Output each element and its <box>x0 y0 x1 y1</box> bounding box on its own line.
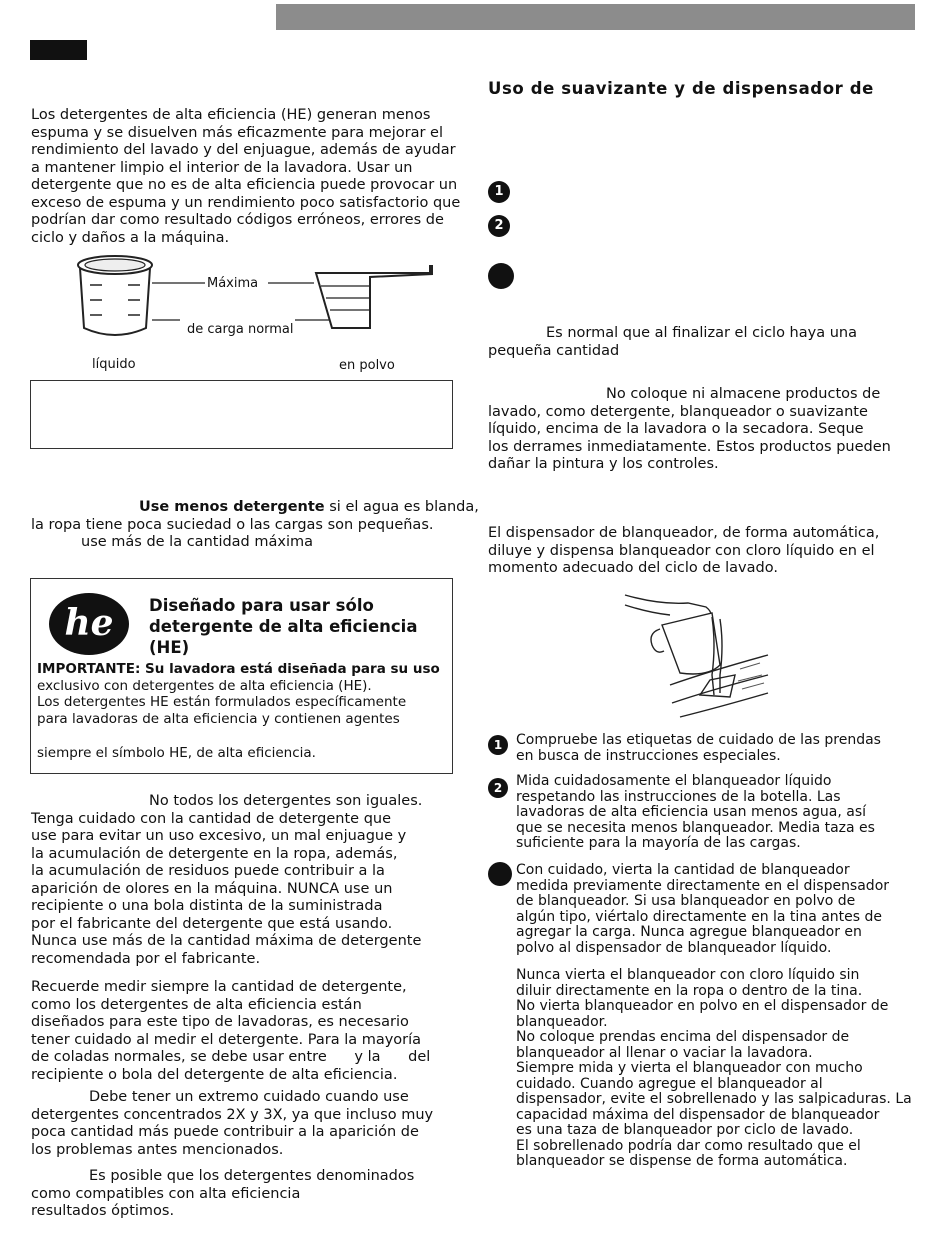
note-box <box>30 380 453 449</box>
section-heading: Uso de suavizante y de dispensador de <box>488 79 874 98</box>
text-line: detergentes concentrados 2X y 3X, ya que incluso muy <box>31 1106 434 1123</box>
he-logo-icon <box>47 591 131 657</box>
text-line: exclusivo con detergentes de alta eficiencia (HE). <box>37 677 372 694</box>
text-line: No todos los detergentes son iguales. <box>149 793 423 809</box>
step-2-text <box>516 774 916 852</box>
text-line: tener cuidado al medir el detergente. Para la mayoría <box>31 1031 422 1048</box>
compatible-paragraph <box>31 1168 456 1221</box>
text-line: recipiente o una bola distinta de la suministrada <box>31 898 383 914</box>
text-line: podrían dar como resultado códigos erróneos, errores de <box>31 212 444 228</box>
text-line: de coladas normales, se debe usar entre y la del <box>31 1049 431 1065</box>
step-2-badge: 2 <box>488 778 508 798</box>
text-line: la acumulación de residuos puede contribuir a la <box>31 863 385 879</box>
text-line: blanqueador al llenar o vaciar la lavadora. <box>516 1044 813 1061</box>
text-line: Recuerde medir siempre la cantidad de detergente, <box>31 979 407 995</box>
storage-warning-paragraph <box>488 386 908 474</box>
text-line: ciclo y daños a la máquina. <box>31 229 230 246</box>
text-line: recipiente o bola del detergente de alta eficiencia. <box>31 1066 398 1083</box>
text-line: respetando las instrucciones de la botella. Las <box>516 788 841 805</box>
text-line: Tenga cuidado con la cantidad de detergente que <box>31 810 392 827</box>
he-box-body <box>37 661 449 762</box>
text-line: capacidad máxima del dispensador de blanqueador <box>516 1106 880 1123</box>
text-line: de blanqueador. Si usa blanqueador en polvo de <box>516 893 856 909</box>
label-max: Máxima <box>207 276 259 291</box>
text-line: algún tipo, viértalo directamente en la tina antes de <box>516 908 883 925</box>
intro-paragraph <box>31 107 461 247</box>
text-line: Nunca vierta el blanqueador con cloro líquido sin <box>516 967 860 983</box>
header-bar <box>276 4 915 30</box>
text-line: rendimiento del lavado y del enjuague, además de ayudar <box>31 142 456 158</box>
text-line: poca cantidad más puede contribuir a la aparición de <box>31 1124 419 1140</box>
text-line: Es normal que al finalizar el ciclo haya una <box>546 325 857 341</box>
text-line: suficiente para la mayoría de las cargas. <box>516 835 801 851</box>
text-line: a mantener limpio el interior de la lavadora. Usar un <box>31 159 413 176</box>
text-line: Mida cuidadosamente el blanqueador líquido <box>516 773 832 789</box>
text-line: siempre el símbolo HE, de alta eficiencia. <box>37 745 316 761</box>
text-line: lavado, como detergente, blanqueador o suavizante <box>488 403 868 420</box>
text-line: diluye y dispensa blanqueador con cloro líquido en el <box>488 542 875 559</box>
step-number-3 <box>488 263 514 289</box>
text-line: No coloque prendas encima del dispensador de <box>516 1029 850 1045</box>
text-line: es una taza de blanqueador por ciclo de lavado. <box>516 1122 854 1138</box>
text-line: que se necesita menos blanqueador. Media taza es <box>516 819 875 836</box>
text-line: líquido, encima de la lavadora o la secadora. Seque <box>488 421 864 437</box>
measure-paragraph <box>31 979 456 1084</box>
text-line: Los detergentes de alta eficiencia (HE) generan menos <box>31 107 431 123</box>
text-line: espuma y se disuelven más eficazmente para mejorar el <box>31 124 443 141</box>
he-info-box <box>30 578 453 774</box>
text-line: detergente de alta eficiencia (HE) <box>149 617 418 657</box>
text-line: Los detergentes HE están formulados específicamente <box>37 694 407 710</box>
step-number-2: 2 <box>488 215 510 237</box>
text-line: como compatibles con alta eficiencia <box>31 1185 301 1202</box>
text-line: Compruebe las etiquetas de cuidado de las prendas <box>516 732 881 748</box>
step-3-text <box>516 863 916 956</box>
text-line: aparición de olores en la máquina. NUNCA use un <box>31 880 393 897</box>
text-line: momento adecuado del ciclo de lavado. <box>488 560 778 576</box>
label-liquid: líquido <box>92 357 136 372</box>
step-1-badge: 1 <box>488 735 508 755</box>
text-line: El sobrellenado podría dar como resultado que el <box>516 1137 861 1154</box>
text-line: Siempre mida y vierta el blanqueador con mucho <box>516 1060 863 1076</box>
text-line: polvo al dispensador de blanqueador líquido. <box>516 939 832 956</box>
use-less-bold: Use menos detergente <box>139 499 325 515</box>
section-tab <box>30 40 87 60</box>
text-line: use más de la cantidad máxima <box>81 534 313 550</box>
text-line: El dispensador de blanqueador, de forma automática, <box>488 525 880 541</box>
text-line: si el agua es blanda, <box>324 499 479 515</box>
text-line: No coloque ni almacene productos de <box>606 386 881 402</box>
important-line: IMPORTANTE: Su lavadora está diseñada para su uso <box>37 661 440 677</box>
text-line: la ropa tiene poca suciedad o las cargas son pequeñas. <box>31 516 434 533</box>
text-line: dañar la pintura y los controles. <box>488 456 719 472</box>
use-less-paragraph <box>31 499 479 552</box>
text-line: Con cuidado, vierta la cantidad de blanqueador <box>516 862 850 878</box>
text-line: dispensador, evite el sobrellenado y las salpicaduras. La <box>516 1091 912 1107</box>
text-line: para lavadoras de alta eficiencia y contienen agentes <box>37 710 400 727</box>
he-box-title <box>149 595 452 658</box>
text-line: Debe tener un extremo cuidado cuando use <box>89 1089 409 1105</box>
label-powder: en polvo <box>339 358 395 373</box>
text-line: por el fabricante del detergente que está usando. <box>31 915 393 932</box>
text-line: resultados óptimos. <box>31 1203 175 1219</box>
text-line: Es posible que los detergentes denominados <box>89 1168 415 1184</box>
powder-scoop-icon <box>316 266 432 328</box>
concentrated-paragraph <box>31 1089 456 1159</box>
text-line: medida previamente directamente en el dispensador <box>516 877 890 894</box>
text-line: la acumulación de detergente en la ropa, además, <box>31 845 398 862</box>
text-line: agregar la carga. Nunca agregue blanqueador en <box>516 924 862 940</box>
text-line: los derrames inmediatamente. Estos productos pueden <box>488 438 891 455</box>
text-line: recomendada por el fabricante. <box>31 950 261 967</box>
text-line: los problemas antes mencionados. <box>31 1141 284 1158</box>
step-3-badge <box>488 862 512 886</box>
text-line: blanqueador se dispense de forma automática. <box>516 1153 848 1169</box>
label-normal-load: de carga normal <box>187 322 294 337</box>
text-line: lavadoras de alta eficiencia usan menos agua, así <box>516 804 867 820</box>
text-line: diluir directamente en la ropa o dentro de la tina. <box>516 982 863 999</box>
step-number-1: 1 <box>488 181 510 203</box>
text-line: use para evitar un uso excesivo, un mal enjuague y <box>31 828 407 844</box>
bleach-cautions <box>516 968 926 1170</box>
normal-note-paragraph <box>488 325 908 360</box>
he-logo-text: he <box>64 602 114 644</box>
text-line: detergente que no es de alta eficiencia puede provocar un <box>31 177 458 193</box>
text-line: Nunca use más de la cantidad máxima de detergente <box>31 933 422 949</box>
detergent-warning-paragraph <box>31 793 456 968</box>
step-1-text <box>516 733 916 764</box>
text-line: como los detergentes de alta eficiencia están <box>31 996 362 1013</box>
detergent-cup-diagram <box>70 250 450 360</box>
text-line: Diseñado para usar sólo <box>149 596 374 615</box>
liquid-cup-icon <box>78 256 152 335</box>
text-line: exceso de espuma y un rendimiento poco satisfactorio que <box>31 194 461 211</box>
bleach-intro-paragraph <box>488 525 908 578</box>
text-line: pequeña cantidad <box>488 342 620 359</box>
text-line: diseñados para este tipo de lavadoras, es necesario <box>31 1014 409 1030</box>
text-line: No vierta blanqueador en polvo en el dispensador de <box>516 998 889 1014</box>
text-line: cuidado. Cuando agregue el blanqueador al <box>516 1075 823 1092</box>
text-line: blanqueador. <box>516 1013 608 1030</box>
bleach-pouring-illustration <box>620 585 770 725</box>
text-line: en busca de instrucciones especiales. <box>516 747 781 764</box>
